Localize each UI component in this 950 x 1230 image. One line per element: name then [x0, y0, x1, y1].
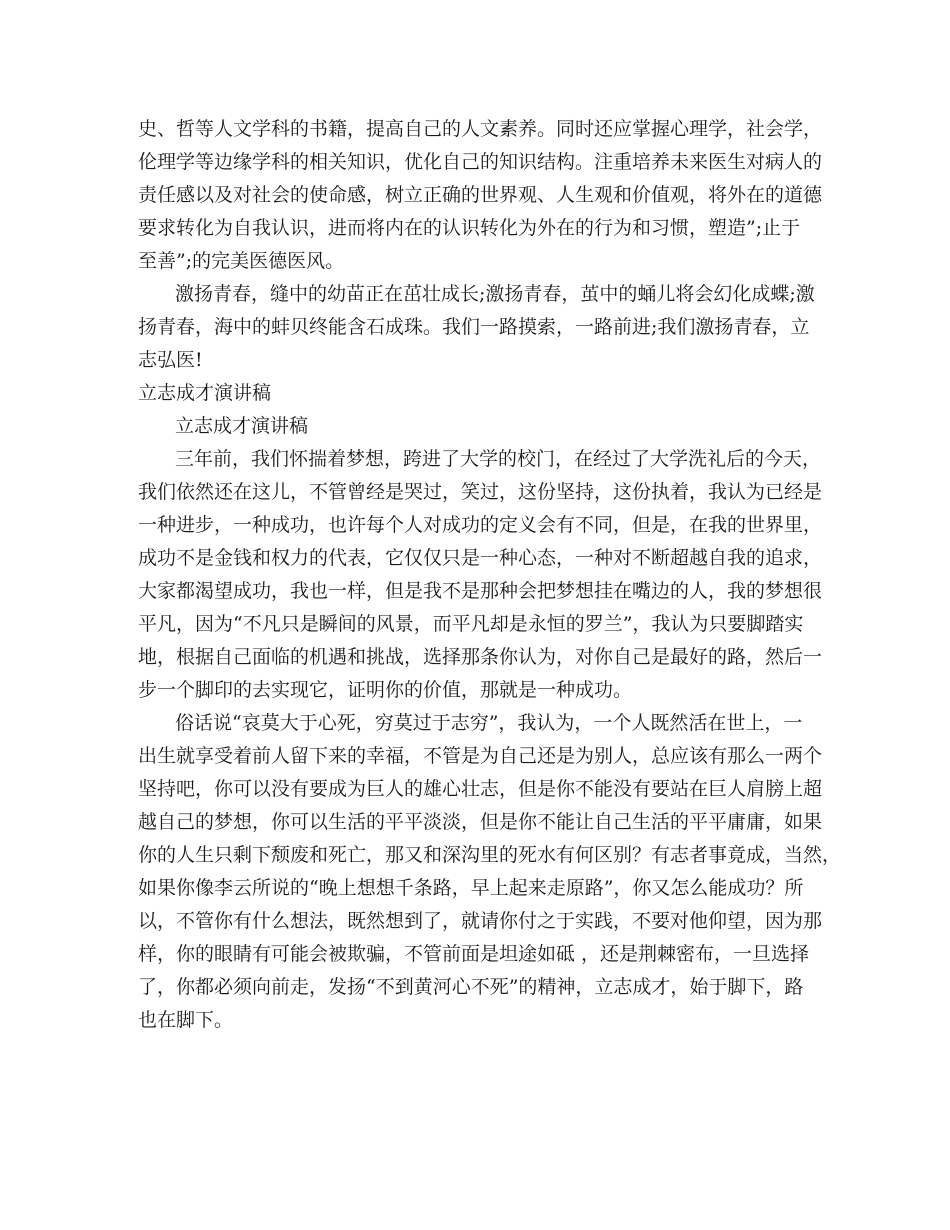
text-line: 责任感以及对社会的使命感，树立正确的世界观、人生观和价值观，将外在的道德 [138, 184, 823, 206]
text-line: 如果你像李云所说的“晚上想想千条路，早上起来走原路”，你又怎么能成功？所 [138, 877, 804, 899]
text-line: 要求转化为自我认识，进而将内在的认识转化为外在的行为和习惯，塑造”;止于 [138, 217, 801, 239]
text-line: 史、哲等人文学科的书籍，提高自己的人文素养。同时还应掌握心理学，社会学， [138, 118, 823, 140]
section-heading: 立志成才演讲稿 [138, 382, 272, 404]
text-line: 样，你的眼睛有可能会被欺骗，不管前面是坦途如砥 ，还是荆棘密布，一旦选择 [138, 943, 810, 965]
speech-title: 立志成才演讲稿 [175, 415, 309, 437]
text-line: 伦理学等边缘学科的相关知识，优化自己的知识结构。注重培养未来医生对病人的 [138, 151, 823, 173]
text-line: 越自己的梦想，你可以生活的平平淡淡，但是你不能让自己生活的平平庸庸，如果 [138, 811, 823, 833]
text-line: 地，根据自己面临的机遇和挑战，选择那条你认为，对你自己是最好的路，然后一 [138, 646, 823, 668]
text-line: 也在脚下。 [138, 1009, 234, 1031]
text-line: 坚持吧，你可以没有要成为巨人的雄心壮志，但是你不能没有要站在巨人肩膀上超 [138, 778, 823, 800]
text-line: 大家都渴望成功，我也一样，但是我不是那种会把梦想挂在嘴边的人，我的梦想很 [138, 580, 823, 602]
text-line: 步一个脚印的去实现它，证明你的价值，那就是一种成功。 [138, 679, 633, 701]
text-line: 激扬青春，缝中的幼苗正在茁壮成长;激扬青春，茧中的蛹儿将会幻化成蝶;激 [175, 283, 815, 305]
text-line: 你的人生只剩下颓废和死亡，那又和深沟里的死水有何区别？有志者事竟成，当然， [138, 844, 842, 866]
text-line: 一种进步，一种成功，也许每个人对成功的定义会有不同，但是，在我的世界里， [138, 514, 823, 536]
text-line: 至善”;的完美医德医风。 [138, 250, 345, 272]
text-line: 平凡，因为“不凡只是瞬间的风景，而平凡却是永恒的罗兰”，我认为只要脚踏实 [138, 613, 804, 635]
text-line: 扬青春，海中的蚌贝终能含石成珠。我们一路摸索，一路前进;我们激扬青春，立 [138, 316, 810, 338]
text-line: 成功不是金钱和权力的代表，它仅仅只是一种心态，一种对不断超越自我的追求， [138, 547, 823, 569]
text-line: 出生就享受着前人留下来的幸福，不管是为自己还是为别人，总应该有那么一两个 [138, 745, 823, 767]
text-line: 俗话说“哀莫大于心死，穷莫过于志穷”，我认为，一个人既然活在世上，一 [175, 712, 803, 734]
text-line: 了，你都必须向前走，发扬“不到黄河心不死”的精神，立志成才，始于脚下，路 [138, 976, 804, 998]
text-line: 我们依然还在这儿，不管曾经是哭过，笑过，这份坚持，这份执着，我认为已经是 [138, 481, 823, 503]
text-line: 三年前，我们怀揣着梦想，跨进了大学的校门，在经过了大学洗礼后的今天， [175, 448, 822, 470]
text-line: 志弘医! [138, 349, 203, 371]
text-line: 以，不管你有什么想法，既然想到了，就请你付之于实践，不要对他仰望，因为那 [138, 910, 823, 932]
